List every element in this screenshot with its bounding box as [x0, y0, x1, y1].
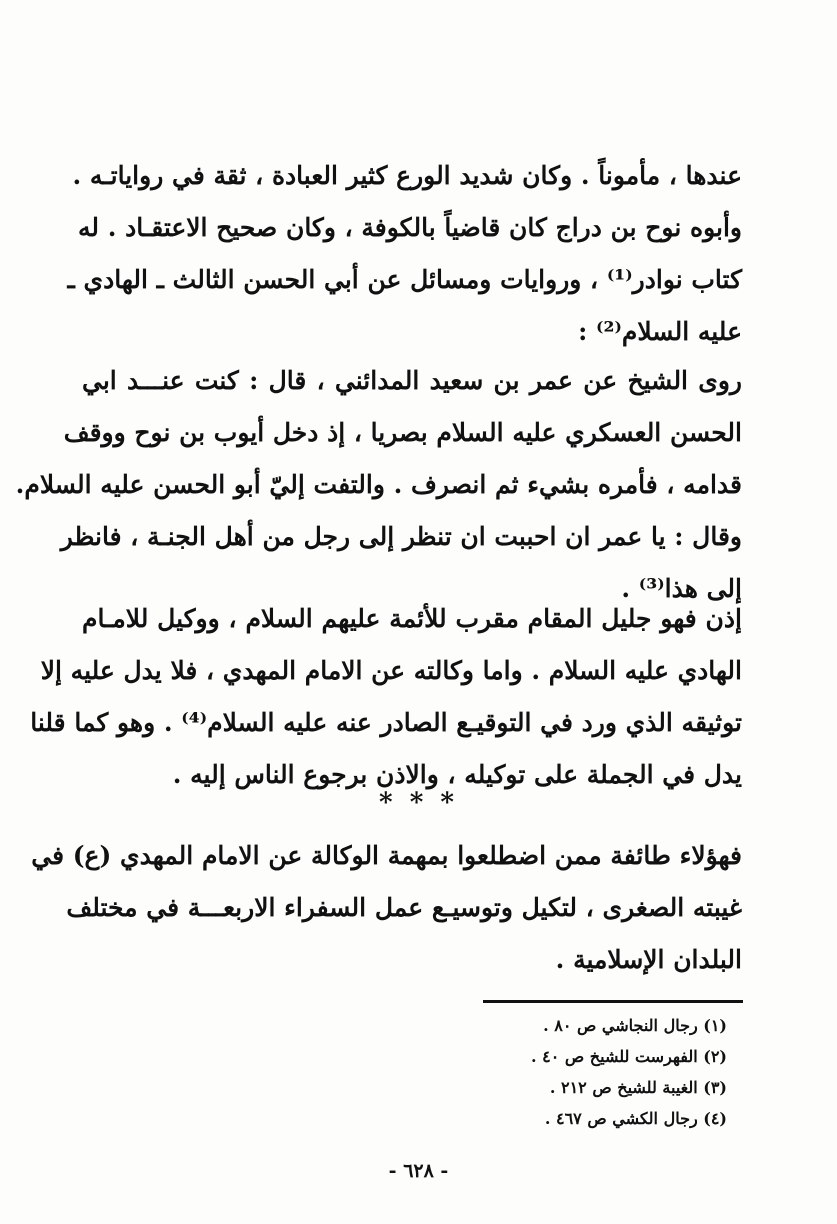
text-line: الهادي عليه السلام . واما وكالته عن الامام المهدي ، فلا يدل عليه إلا: [40, 656, 742, 685]
text-line: غيبته الصغرى ، لتكيل وتوسيـع عمل السفراء الاربعـــة في مختلف: [66, 893, 742, 922]
text-line: قدامه ، فأمره بشيء ثم انصرف . والتفت إليّ أبو الحسن عليه السلام.: [15, 470, 742, 499]
text-line: عليه السلام⁽²⁾ :: [578, 317, 742, 346]
page-number: - ٦٢٨ -: [388, 1160, 449, 1182]
text-line: يدل في الجملة على توكيله ، والاذن برجوع الناس إليه .: [172, 760, 742, 789]
footnote-3: (٣) الغيبة للشيخ ص ٢١٢ .: [549, 1078, 727, 1097]
text-line: الحسن العسكري عليه السلام بصريا ، إذ دخل أيوب بن نوح ووقف: [63, 418, 742, 447]
footnote-divider: [483, 1000, 743, 1003]
text-line: توثيقه الذي ورد في التوقيـع الصادر عنه عليه السلام⁽⁴⁾ . وهو كما قلنا: [30, 708, 742, 737]
text-line: وقال : يا عمر ان احببت ان تنظر إلى رجل من أهل الجنـة ، فانظر: [60, 522, 742, 551]
footnotes: [427, 1010, 727, 1134]
text-line: البلدان الإسلامية .: [555, 945, 742, 974]
text-line: عندها ، مأموناً . وكان شديد الورع كثير العبادة ، ثقة في رواياتـه .: [72, 161, 742, 190]
text-line: إذن فهو جليل المقام مقرب للأئمة عليهم السلام ، ووكيل للامـام: [82, 604, 742, 633]
footnote-1: (١) رجال النجاشي ص ٨٠ .: [543, 1016, 727, 1035]
paragraph-1: [67, 150, 742, 358]
paragraph-2: [15, 355, 742, 615]
closing-paragraph: [31, 830, 742, 986]
section-separator: * * *: [379, 788, 458, 818]
footnote-2: (٢) الفهرست للشيخ ص ٤٠ .: [530, 1047, 727, 1066]
text-line: وأبوه نوح بن دراج كان قاضياً بالكوفة ، وكان صحيح الاعتقـاد . له: [77, 213, 742, 242]
text-line: إلى هذا⁽³⁾ .: [621, 574, 742, 603]
text-line: فهؤلاء طائفة ممن اضطلعوا بمهمة الوكالة عن الامام المهدي (ع) في: [31, 841, 742, 870]
text-line: كتاب نوادر⁽¹⁾ ، وروايات ومسائل عن أبي الحسن الثالث ـ الهادي ـ: [67, 265, 742, 294]
footnote-4: (٤) رجال الكشي ص ٤٦٧ .: [544, 1109, 727, 1128]
text-line: روى الشيخ عن عمر بن سعيد المدائني ، قال : كنت عنـــد ابي: [82, 366, 742, 395]
paragraph-3: [30, 593, 742, 801]
